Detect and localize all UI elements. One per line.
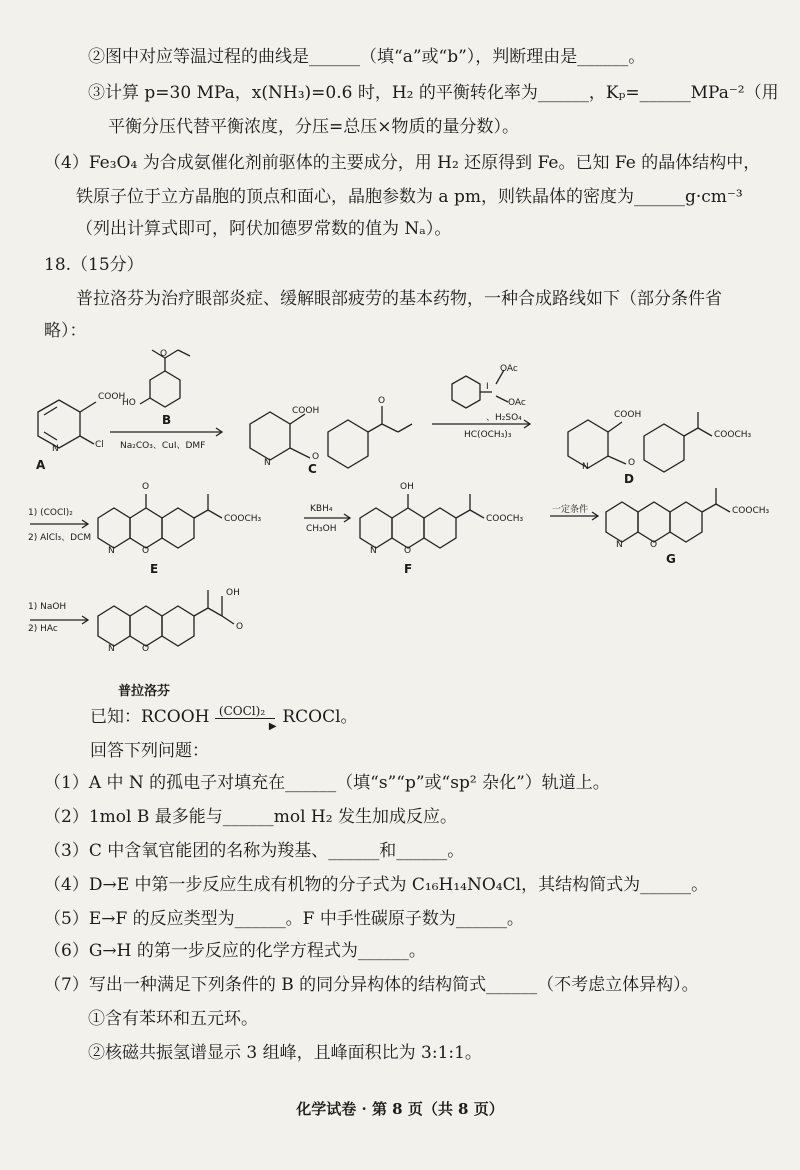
f-n-label: N: [370, 546, 377, 556]
reagent-oac-2: OAc: [508, 398, 526, 408]
c-cooh-label: COOH: [292, 406, 320, 416]
compound-h-label: 普拉洛芬: [118, 684, 171, 699]
c-o-label: O: [312, 452, 320, 462]
condition-c-to-d-2: HC(OCH₃)₃: [464, 430, 512, 440]
q17-line-2: ②图中对应等温过程的曲线是______（填“a”或“b”），判断理由是______。: [88, 47, 646, 67]
sub-question-5: （5）E→F 的反应类型为______。F 中手性碳原子数为______。: [44, 909, 524, 929]
condition-g-to-h-1: 1) NaOH: [28, 602, 67, 612]
known-reagent: (COCl)₂: [218, 703, 266, 718]
b-ho-label: HO: [122, 398, 136, 408]
f-o-label: O: [404, 546, 412, 556]
reagent-oac-1: OAc: [500, 364, 518, 374]
condition-e-to-f-2: CH₃OH: [306, 524, 337, 534]
q17-line-3b: 平衡分压代替平衡浓度，分压=总压×物质的量分数）。: [108, 117, 519, 137]
condition-d-to-e-2: 2) AlCl₃、DCM: [28, 533, 92, 543]
h-o-label: O: [142, 644, 150, 654]
g-o-label: O: [650, 540, 658, 550]
condition-d-to-e-1: 1) (COCl)₂: [28, 508, 73, 518]
a-cooh-label: COOH: [98, 392, 126, 402]
known-reaction: [90, 704, 358, 730]
h-oh-label: OH: [226, 588, 240, 598]
sub-question-3: （3）C 中含氧官能团的名称为羧基、______和______。: [44, 841, 465, 861]
d-o-label: O: [628, 458, 636, 468]
condition-c-to-d-1: 、H₂SO₄: [486, 413, 522, 423]
e-o-label: O: [142, 546, 150, 556]
g-ester-label: COOCH₃: [732, 506, 770, 516]
e-n-label: N: [108, 546, 115, 556]
c-n-label: N: [264, 458, 271, 468]
condition-1: ①含有苯环和五元环。: [88, 1009, 258, 1029]
sub-question-1: （1）A 中 N 的孤电子对填充在______（填“s”“p”或“sp² 杂化”）轨道上。: [44, 773, 610, 793]
compound-g-label: G: [666, 552, 676, 566]
sub-question-2: （2）1mol B 最多能与______mol H₂ 发生加成反应。: [44, 807, 457, 827]
g-n-label: N: [616, 540, 623, 550]
known-reactant: 已知：RCOOH: [90, 707, 210, 727]
answer-prompt: 回答下列问题：: [90, 741, 209, 761]
q18-intro-2: 略）：: [44, 321, 87, 341]
compound-c-structure: [250, 406, 412, 468]
q17-line-4b: 铁原子位于立方晶胞的顶点和面心，晶胞参数为 a pm，则铁晶体的密度为______g·cm⁻³: [76, 187, 743, 207]
a-cl-label: Cl: [95, 440, 104, 450]
h-n-label: N: [108, 644, 115, 654]
q17-line-3a: ③计算 p=30 MPa，x(NH₃)=0.6 时，H₂ 的平衡转化率为______，Kₚ=______MPa⁻²（用: [88, 83, 779, 103]
q18-heading: 18.（15分）: [44, 255, 144, 275]
e-ketone-o-label: O: [142, 482, 150, 492]
iodobenzene-diacetate-structure: [452, 370, 508, 408]
f-oh-label: OH: [400, 482, 414, 492]
compound-h-structure: [98, 590, 234, 646]
compound-e-structure: [98, 494, 222, 548]
condition-a-to-c: Na₂CO₃、CuI、DMF: [120, 441, 206, 451]
compound-a-structure: [38, 400, 96, 448]
condition-e-to-f-1: KBH₄: [310, 504, 333, 514]
e-ester-label: COOCH₃: [224, 514, 262, 524]
page-footer: 化学试卷 · 第 8 页（共 8 页）: [296, 1100, 504, 1118]
b-o-label: O: [160, 349, 168, 359]
condition-2: ②核磁共振氢谱显示 3 组峰，且峰面积比为 3:1:1。: [88, 1043, 482, 1063]
compound-a-label: A: [36, 458, 46, 472]
compound-d-structure: [568, 412, 712, 472]
condition-f-to-g: 一定条件: [552, 505, 589, 515]
d-n-label: N: [582, 462, 589, 472]
h-o-label-2: O: [236, 622, 244, 632]
compound-f-label: F: [404, 562, 413, 576]
q17-line-4a: （4）Fe₃O₄ 为合成氨催化剂前驱体的主要成分，用 H₂ 还原得到 Fe。已知 Fe 的晶体结构中，: [44, 153, 761, 173]
sub-question-6: （6）G→H 的第一步反应的化学方程式为______。: [44, 941, 426, 961]
f-ester-label: COOCH₃: [486, 514, 524, 524]
d-cooh-label: COOH: [614, 410, 642, 420]
d-ester-label: COOCH₃: [714, 430, 752, 440]
q17-line-4c: （列出计算式即可，阿伏加德罗常数的值为 Nₐ）。: [76, 219, 452, 239]
sub-question-7: （7）写出一种满足下列条件的 B 的同分异构体的结构简式______（不考虑立体异构）。: [44, 975, 699, 995]
reagent-i-label: I: [486, 382, 489, 392]
compound-d-label: D: [624, 472, 634, 486]
condition-g-to-h-2: 2) HAc: [28, 624, 58, 634]
known-arrow: (COCl)₂ ▶: [215, 708, 277, 728]
known-product: RCOCl。: [282, 707, 358, 727]
c-ketone-o-label: O: [378, 396, 386, 406]
q18-intro-1: 普拉洛芬为治疗眼部炎症、缓解眼部疲劳的基本药物，一种合成路线如下（部分条件省: [76, 289, 722, 309]
compound-g-structure: [606, 488, 730, 542]
compound-c-label: C: [308, 462, 317, 476]
compound-f-structure: [360, 494, 484, 548]
sub-question-4: （4）D→E 中第一步反应生成有机物的分子式为 C₁₆H₁₄NO₄Cl，其结构简式为______。: [44, 875, 709, 895]
compound-b-label: B: [162, 413, 172, 427]
a-n-label: N: [52, 444, 59, 454]
compound-e-label: E: [150, 562, 159, 576]
